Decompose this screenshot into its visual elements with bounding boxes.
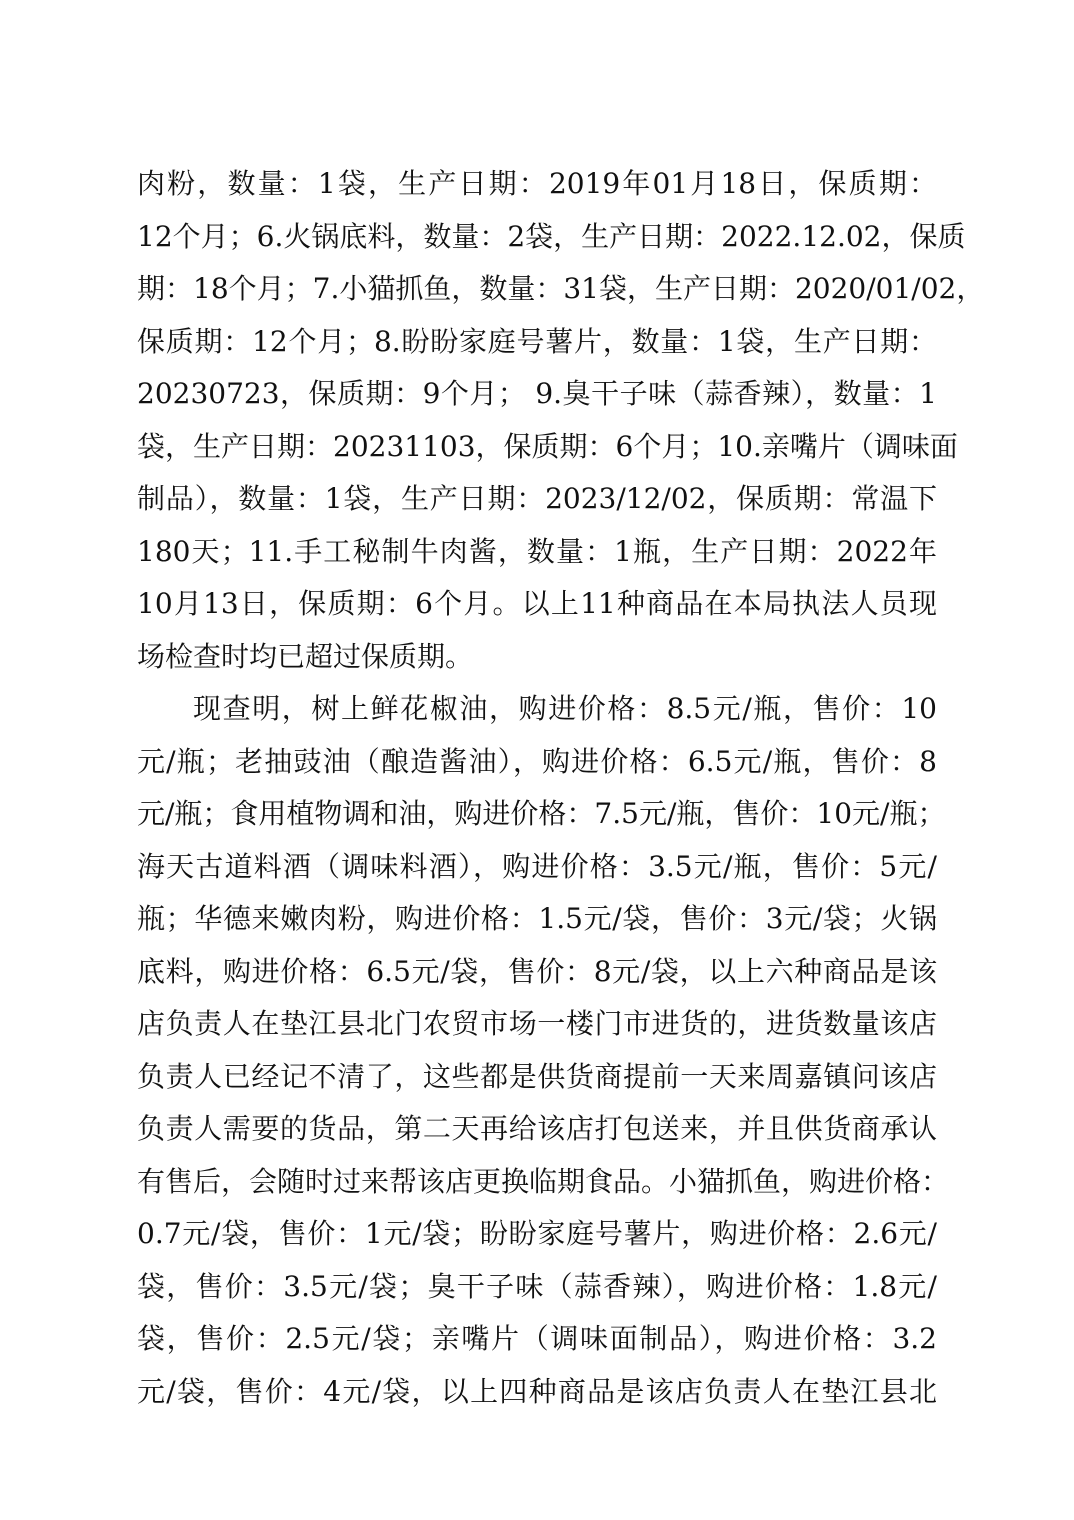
text-line: 店负责人在垫江县北门农贸市场一楼门市进货的，进货数量该店: [137, 1007, 937, 1040]
text-line: 保质期：12个月；8.盼盼家庭号薯片，数量：1袋，生产日期：: [137, 324, 937, 358]
paragraph-start-line: 现查明，树上鲜花椒油，购进价格：8.5元/瓶，售价：10: [193, 692, 937, 725]
text-line: 有售后，会随时过来帮该店更换临期食品。小猫抓鱼，购进价格：: [137, 1164, 950, 1198]
text-line: 期：18个月；7.小猫抓鱼，数量：31袋，生产日期：2020/01/02，: [137, 272, 985, 305]
text-line: 负责人需要的货品，第二天再给该店打包送来，并且供货商承认: [137, 1112, 937, 1145]
text-line: 袋，生产日期：20231103，保质期：6个月；10.亲嘴片（调味面: [137, 429, 958, 463]
text-line: 10月13日，保质期：6个月。以上11种商品在本局执法人员现: [137, 587, 937, 620]
text-line: 元/瓶；食用植物调和油，购进价格：7.5元/瓶，售价：10元/瓶；: [137, 797, 946, 830]
text-line: 底料，购进价格：6.5元/袋，售价：8元/袋，以上六种商品是该: [137, 954, 937, 988]
text-line: 元/袋，售价：4元/袋，以上四种商品是该店负责人在垫江县北: [137, 1374, 937, 1408]
document-body: [137, 158, 985, 1418]
text-line: 12个月；6.火锅底料，数量：2袋，生产日期：2022.12.02，保质: [137, 219, 966, 253]
text-line: 元/瓶；老抽豉油（酿造酱油），购进价格：6.5元/瓶，售价：8: [137, 744, 937, 778]
text-line: 场检查时均已超过保质期。: [137, 639, 474, 673]
text-line: 制品），数量：1袋，生产日期：2023/12/02，保质期：常温下: [137, 482, 937, 515]
text-line: 海天古道料酒（调味料酒），购进价格：3.5元/瓶，售价：5元/: [137, 849, 937, 883]
text-line: 袋，售价：3.5元/袋；臭干子味（蒜香辣），购进价格：1.8元/: [137, 1269, 937, 1303]
text-line: 20230723，保质期：9个月； 9.臭干子味（蒜香辣），数量：1: [137, 377, 937, 410]
text-line: 瓶；华德来嫩肉粉，购进价格：1.5元/袋，售价：3元/袋；火锅: [137, 902, 937, 935]
text-line: 肉粉，数量：1袋，生产日期：2019年01月18日，保质期：: [137, 167, 937, 200]
text-line: 负责人已经记不清了，这些都是供货商提前一天来周嘉镇问该店: [137, 1059, 937, 1093]
text-line: 0.7元/袋，售价：1元/袋；盼盼家庭号薯片，购进价格：2.6元/: [137, 1217, 937, 1250]
text-line: 180天；11.手工秘制牛肉酱，数量：1瓶，生产日期：2022年: [137, 534, 937, 568]
text-line: 袋，售价：2.5元/袋；亲嘴片（调味面制品），购进价格：3.2: [137, 1322, 937, 1355]
